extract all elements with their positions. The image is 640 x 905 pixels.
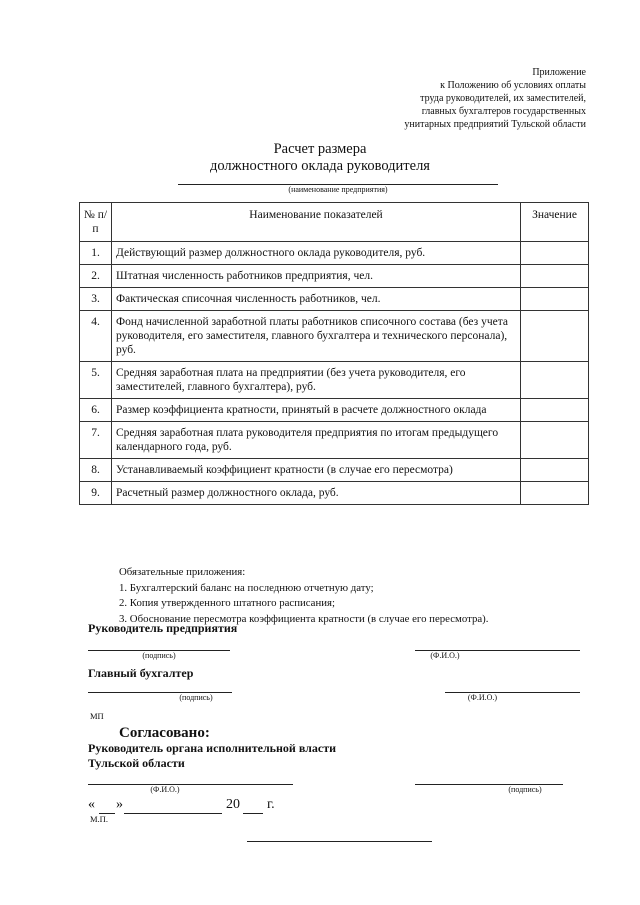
row-number: 1. xyxy=(80,242,112,265)
enterprise-name-caption: (наименование предприятия) xyxy=(288,185,388,194)
bottom-divider xyxy=(247,841,432,842)
appendix-line: унитарных предприятий Тульской области xyxy=(404,119,586,130)
row-number: 7. xyxy=(80,422,112,459)
row-value-cell[interactable] xyxy=(521,311,589,362)
attachments-block xyxy=(119,565,488,627)
table-row xyxy=(80,399,589,422)
row-name: Средняя заработная плата на предприятии (без учета руководителя, его заместителей, главного бухгалтера), руб. xyxy=(112,362,521,399)
document-title xyxy=(0,141,640,175)
indicators-table xyxy=(79,202,589,505)
row-name: Средняя заработная плата руководителя предприятия по итогам предыдущего календарного года, руб. xyxy=(112,422,521,459)
table-row xyxy=(80,422,589,459)
appendix-line: Приложение xyxy=(532,67,586,78)
table-row xyxy=(80,311,589,362)
table-row xyxy=(80,459,589,482)
row-value-cell[interactable] xyxy=(521,288,589,311)
accountant-label: Главный бухгалтер xyxy=(88,666,194,680)
row-name: Действующий размер должностного оклада руководителя, руб. xyxy=(112,242,521,265)
authority-line-1: Руководитель органа исполнительной власти xyxy=(88,741,337,755)
date-month-line[interactable] xyxy=(124,813,222,814)
authority-signature-caption: (подпись) xyxy=(508,785,542,794)
header-num: № п/п xyxy=(80,203,112,242)
table-row xyxy=(80,288,589,311)
row-value-cell[interactable] xyxy=(521,399,589,422)
row-name: Фактическая списочная численность работников, чел. xyxy=(112,288,521,311)
row-value-cell[interactable] xyxy=(521,482,589,505)
row-name: Расчетный размер должностного оклада, руб. xyxy=(112,482,521,505)
row-name: Штатная численность работников предприятия, чел. xyxy=(112,265,521,288)
agreed-heading: Согласовано: xyxy=(119,725,210,741)
title-line-2: должностного оклада руководителя xyxy=(210,158,430,174)
row-number: 4. xyxy=(80,311,112,362)
table-row xyxy=(80,242,589,265)
attachments-heading: Обязательные приложения: xyxy=(119,566,246,578)
head-label: Руководитель предприятия xyxy=(88,621,238,635)
attachment-item: 1. Бухгалтерский баланс на последнюю отчетную дату; xyxy=(119,581,374,594)
row-number: 2. xyxy=(80,265,112,288)
row-name: Фонд начисленной заработной платы работников списочного состава (без учета руководителя, его заместителя, главного бухгалтера и технического персонала), руб. xyxy=(112,311,521,362)
table-row xyxy=(80,482,589,505)
row-number: 3. xyxy=(80,288,112,311)
row-number: 8. xyxy=(80,459,112,482)
row-name: Размер коэффициента кратности, принятый в расчете должностного оклада xyxy=(112,399,521,422)
accountant-signature-caption: (подпись) xyxy=(179,693,213,702)
stamp-place: МП xyxy=(90,711,104,721)
row-value-cell[interactable] xyxy=(521,422,589,459)
head-signature-caption: (подпись) xyxy=(142,651,176,660)
head-name-caption: (Ф.И.О.) xyxy=(430,651,460,660)
date-year-prefix: 20 xyxy=(226,797,240,812)
date-open-quote: « xyxy=(88,797,95,812)
row-number: 6. xyxy=(80,399,112,422)
row-number: 9. xyxy=(80,482,112,505)
authority-line-2: Тульской области xyxy=(88,756,185,770)
appendix-line: к Положению об условиях оплаты xyxy=(440,80,586,91)
title-line-1: Расчет размера xyxy=(273,141,367,157)
header-value: Значение xyxy=(521,203,589,242)
attachment-item: 3. Обоснование пересмотра коэффициента кратности (в случае его пересмотра). xyxy=(119,612,489,625)
attachment-item: 2. Копия утвержденного штатного расписания; xyxy=(119,597,335,609)
table-row xyxy=(80,265,589,288)
row-value-cell[interactable] xyxy=(521,362,589,399)
date-year-suffix: г. xyxy=(267,797,275,812)
date-close-quote: » xyxy=(116,797,123,812)
row-name: Устанавливаемый коэффициент кратности (в случае его пересмотра) xyxy=(112,459,521,482)
authority-name-caption: (Ф.И.О.) xyxy=(150,785,180,794)
header-name: Наименование показателей xyxy=(112,203,521,242)
row-number: 5. xyxy=(80,362,112,399)
appendix-header xyxy=(404,66,586,131)
date-year-line[interactable] xyxy=(243,813,263,814)
appendix-line: труда руководителей, их заместителей, xyxy=(420,93,586,104)
row-value-cell[interactable] xyxy=(521,265,589,288)
row-value-cell[interactable] xyxy=(521,242,589,265)
row-value-cell[interactable] xyxy=(521,459,589,482)
accountant-name-caption: (Ф.И.О.) xyxy=(467,693,498,702)
table-header-row xyxy=(80,203,589,242)
stamp-place-2: М.П. xyxy=(90,814,108,824)
table-row xyxy=(80,362,589,399)
appendix-line: главных бухгалтеров государственных xyxy=(421,106,586,117)
